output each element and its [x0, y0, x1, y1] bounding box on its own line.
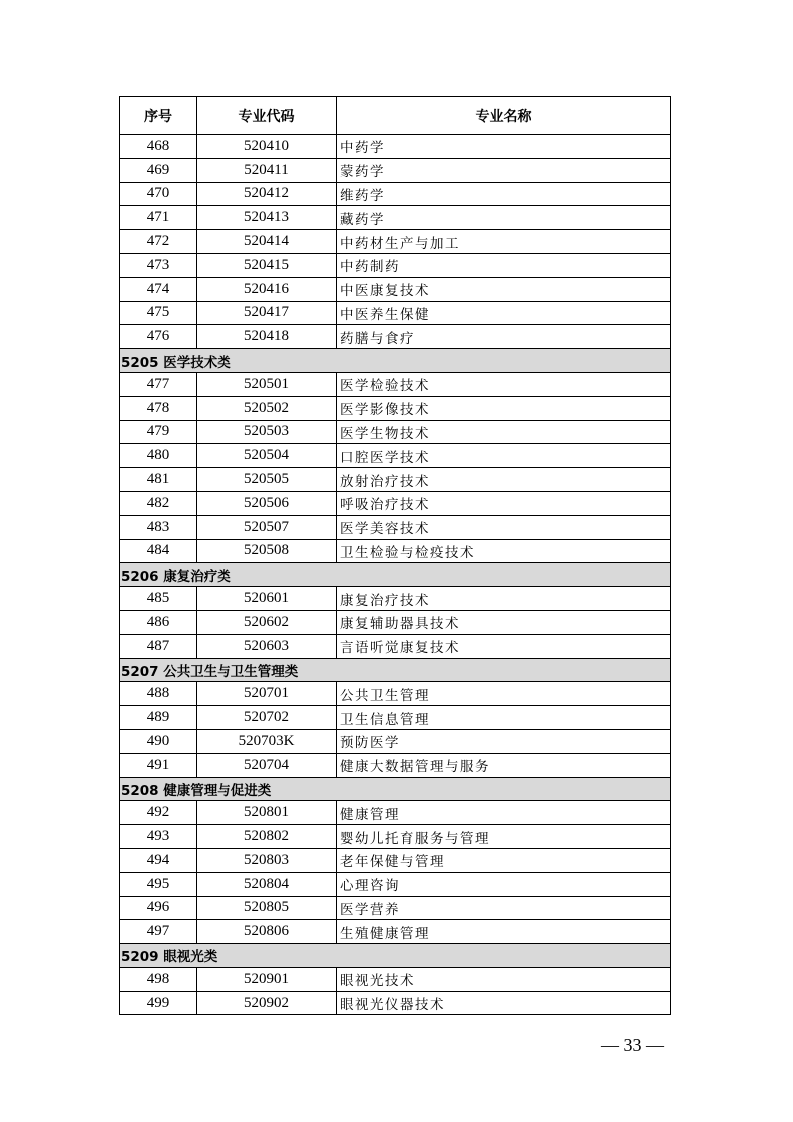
code-cell: 520417: [197, 301, 337, 325]
name-cell: 医学影像技术: [337, 396, 671, 420]
seq-cell: 478: [120, 396, 197, 420]
name-cell: 蒙药学: [337, 158, 671, 182]
category-row: [120, 349, 671, 373]
code-cell: 520508: [197, 539, 337, 563]
table-row: [120, 729, 671, 753]
code-cell: 520505: [197, 468, 337, 492]
table-row: [120, 277, 671, 301]
name-cell: 婴幼儿托育服务与管理: [337, 825, 671, 849]
code-cell: 520413: [197, 206, 337, 230]
category-label: 5209 眼视光类: [120, 944, 671, 968]
header-code: 专业代码: [197, 97, 337, 135]
seq-cell: 496: [120, 896, 197, 920]
code-cell: 520806: [197, 920, 337, 944]
name-cell: 康复治疗技术: [337, 587, 671, 611]
seq-cell: 494: [120, 848, 197, 872]
code-cell: 520704: [197, 753, 337, 777]
name-cell: 中药学: [337, 135, 671, 159]
table-row: [120, 515, 671, 539]
table-row: [120, 848, 671, 872]
code-cell: 520410: [197, 135, 337, 159]
seq-cell: 495: [120, 872, 197, 896]
code-cell: 520501: [197, 372, 337, 396]
seq-cell: 481: [120, 468, 197, 492]
code-cell: 520503: [197, 420, 337, 444]
seq-cell: 485: [120, 587, 197, 611]
seq-cell: 490: [120, 729, 197, 753]
category-row: [120, 777, 671, 801]
name-cell: 公共卫生管理: [337, 682, 671, 706]
seq-cell: 482: [120, 491, 197, 515]
table-row: [120, 587, 671, 611]
seq-cell: 479: [120, 420, 197, 444]
code-cell: 520802: [197, 825, 337, 849]
name-cell: 药膳与食疗: [337, 325, 671, 349]
name-cell: 医学美容技术: [337, 515, 671, 539]
category-label: 5205 医学技术类: [120, 349, 671, 373]
code-cell: 520603: [197, 634, 337, 658]
name-cell: 卫生信息管理: [337, 706, 671, 730]
seq-cell: 470: [120, 182, 197, 206]
code-cell: 520902: [197, 991, 337, 1015]
category-label: 5206 康复治疗类: [120, 563, 671, 587]
name-cell: 心理咨询: [337, 872, 671, 896]
seq-cell: 484: [120, 539, 197, 563]
table-row: [120, 896, 671, 920]
name-cell: 预防医学: [337, 729, 671, 753]
table-row: [120, 491, 671, 515]
name-cell: 卫生检验与检疫技术: [337, 539, 671, 563]
name-cell: 言语听觉康复技术: [337, 634, 671, 658]
name-cell: 健康大数据管理与服务: [337, 753, 671, 777]
table-row: [120, 253, 671, 277]
code-cell: 520702: [197, 706, 337, 730]
table-row: [120, 920, 671, 944]
name-cell: 中药制药: [337, 253, 671, 277]
seq-cell: 488: [120, 682, 197, 706]
seq-cell: 469: [120, 158, 197, 182]
name-cell: 中医康复技术: [337, 277, 671, 301]
table-row: [120, 801, 671, 825]
name-cell: 呼吸治疗技术: [337, 491, 671, 515]
seq-cell: 476: [120, 325, 197, 349]
table-row: [120, 325, 671, 349]
table-header-row: [120, 97, 671, 135]
seq-cell: 468: [120, 135, 197, 159]
category-row: [120, 658, 671, 682]
name-cell: 藏药学: [337, 206, 671, 230]
name-cell: 老年保健与管理: [337, 848, 671, 872]
code-cell: 520602: [197, 610, 337, 634]
code-cell: 520805: [197, 896, 337, 920]
code-cell: 520414: [197, 230, 337, 254]
header-seq: 序号: [120, 97, 197, 135]
code-cell: 520502: [197, 396, 337, 420]
table-row: [120, 634, 671, 658]
name-cell: 放射治疗技术: [337, 468, 671, 492]
major-catalog-sheet: [119, 96, 670, 1017]
name-cell: 眼视光仪器技术: [337, 991, 671, 1015]
seq-cell: 477: [120, 372, 197, 396]
seq-cell: 497: [120, 920, 197, 944]
table-row: [120, 991, 671, 1015]
seq-cell: 498: [120, 967, 197, 991]
seq-cell: 474: [120, 277, 197, 301]
name-cell: 生殖健康管理: [337, 920, 671, 944]
table-body: [120, 135, 671, 1015]
seq-cell: 472: [120, 230, 197, 254]
name-cell: 医学检验技术: [337, 372, 671, 396]
table-row: [120, 182, 671, 206]
seq-cell: 483: [120, 515, 197, 539]
code-cell: 520504: [197, 444, 337, 468]
code-cell: 520703K: [197, 729, 337, 753]
code-cell: 520803: [197, 848, 337, 872]
table-row: [120, 610, 671, 634]
code-cell: 520801: [197, 801, 337, 825]
seq-cell: 491: [120, 753, 197, 777]
code-cell: 520412: [197, 182, 337, 206]
name-cell: 健康管理: [337, 801, 671, 825]
category-label: 5208 健康管理与促进类: [120, 777, 671, 801]
seq-cell: 499: [120, 991, 197, 1015]
table-row: [120, 396, 671, 420]
table-row: [120, 420, 671, 444]
table-row: [120, 301, 671, 325]
table-row: [120, 825, 671, 849]
seq-cell: 473: [120, 253, 197, 277]
category-row: [120, 563, 671, 587]
name-cell: 医学营养: [337, 896, 671, 920]
category-label: 5207 公共卫生与卫生管理类: [120, 658, 671, 682]
table-row: [120, 158, 671, 182]
name-cell: 中医养生保健: [337, 301, 671, 325]
major-catalog-table: [119, 96, 671, 1015]
table-row: [120, 135, 671, 159]
seq-cell: 487: [120, 634, 197, 658]
table-row: [120, 206, 671, 230]
code-cell: 520804: [197, 872, 337, 896]
table-row: [120, 444, 671, 468]
table-row: [120, 753, 671, 777]
table-row: [120, 706, 671, 730]
name-cell: 中药材生产与加工: [337, 230, 671, 254]
table-row: [120, 372, 671, 396]
code-cell: 520411: [197, 158, 337, 182]
category-row: [120, 944, 671, 968]
code-cell: 520506: [197, 491, 337, 515]
seq-cell: 486: [120, 610, 197, 634]
seq-cell: 493: [120, 825, 197, 849]
code-cell: 520901: [197, 967, 337, 991]
code-cell: 520701: [197, 682, 337, 706]
name-cell: 口腔医学技术: [337, 444, 671, 468]
table-row: [120, 539, 671, 563]
table-row: [120, 872, 671, 896]
code-cell: 520415: [197, 253, 337, 277]
code-cell: 520416: [197, 277, 337, 301]
table-row: [120, 682, 671, 706]
name-cell: 眼视光技术: [337, 967, 671, 991]
code-cell: 520507: [197, 515, 337, 539]
seq-cell: 471: [120, 206, 197, 230]
header-name: 专业名称: [337, 97, 671, 135]
name-cell: 康复辅助器具技术: [337, 610, 671, 634]
seq-cell: 492: [120, 801, 197, 825]
table-row: [120, 468, 671, 492]
table-row: [120, 230, 671, 254]
code-cell: 520418: [197, 325, 337, 349]
seq-cell: 480: [120, 444, 197, 468]
page-number: — 33 —: [601, 1035, 664, 1055]
name-cell: 维药学: [337, 182, 671, 206]
table-row: [120, 967, 671, 991]
seq-cell: 475: [120, 301, 197, 325]
name-cell: 医学生物技术: [337, 420, 671, 444]
code-cell: 520601: [197, 587, 337, 611]
seq-cell: 489: [120, 706, 197, 730]
